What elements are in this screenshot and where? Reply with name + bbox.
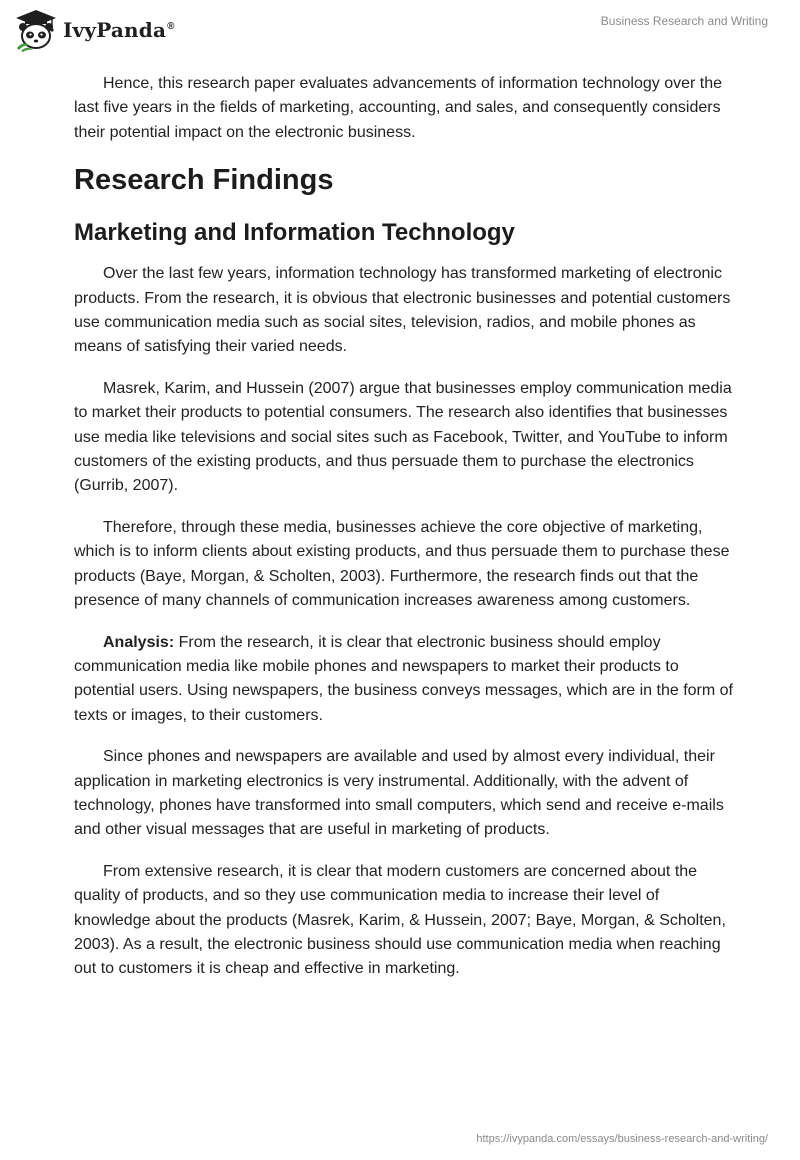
subsection-heading: Marketing and Information Technology xyxy=(74,219,515,247)
document-title: Business Research and Writing xyxy=(600,14,768,28)
section-heading: Research Findings xyxy=(74,164,334,197)
brand-logo[interactable] xyxy=(14,8,175,52)
brand-name: IvyPanda® xyxy=(63,18,175,42)
body-paragraph: Therefore, through these media, businesses achieve the core objective of marketing, which is to inform clients about existing products, and thus persuade them to purchase these products (Baye, Morgan, & Scholten, 2003). Furthermore, the research finds out that the presence of many channels of communication increases awareness among customers. xyxy=(74,518,730,610)
analysis-text: From the research, it is clear that electronic business should employ communication media like mobile phones and newspapers to market their products to potential users. Using newspapers, the business conveys messages, which are in the form of texts or images, to their customers. xyxy=(74,633,733,724)
essay-content xyxy=(74,72,734,999)
intro-paragraph: Hence, this research paper evaluates advancements of information technology over the last five years in the fields of marketing, accounting, and sales, and consequently considers their potential impact on the electronic business. xyxy=(74,75,723,141)
body-paragraph: Masrek, Karim, and Hussein (2007) argue that businesses employ communication media to market their products to potential consumers. The research also identifies that businesses use media like televisions and social sites such as Facebook, Twitter, and YouTube to inform customers of the existing products, and thus persuade them to purchase the electronics (Gurrib, 2007). xyxy=(74,379,732,495)
body-paragraph: From extensive research, it is clear that modern customers are concerned about the quality of products, and so they use communication media to increase their level of knowledge about the products (Masrek, Karim, & Hussein, 2007; Baye, Morgan, & Scholten, 2003). As a result, the electronic business should use communication media when reaching out to customers it is cheap and effective in marketing. xyxy=(74,862,726,978)
body-paragraph: Over the last few years, information technology has transformed marketing of electronic products. From the research, it is obvious that electronic businesses and potential customers use communication media such as social sites, television, radios, and mobile phones as means of satisfying their varied needs. xyxy=(74,265,731,356)
body-paragraph: Since phones and newspapers are available and used by almost every individual, their application in marketing electronics is very instrumental. Additionally, with the advent of technology, phones have transformed into small computers, which send and receive e-mails and other visual messages that are useful in marketing of products. xyxy=(74,748,724,839)
page-header xyxy=(0,0,800,62)
panda-graduation-cap-icon xyxy=(14,8,58,52)
registered-mark: ® xyxy=(167,21,175,33)
analysis-paragraph xyxy=(74,631,734,729)
analysis-label: Analysis: xyxy=(103,633,175,651)
source-url[interactable]: https://ivypanda.com/essays/business-research-and-writing/ xyxy=(476,1133,768,1145)
